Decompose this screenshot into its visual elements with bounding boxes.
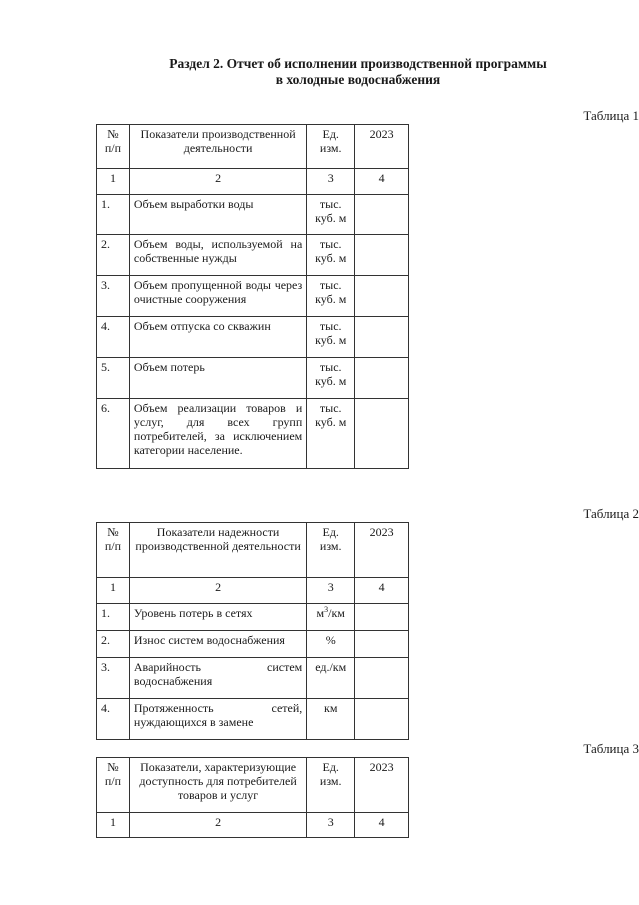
row-num: 2.	[97, 235, 130, 276]
row-value	[355, 317, 409, 358]
table-3-caption: Таблица 3	[583, 741, 639, 756]
row-num: 4.	[97, 317, 130, 358]
row-num: 4.	[97, 699, 130, 740]
column-number: 1	[97, 169, 130, 195]
row-indicator: Объем потерь	[129, 358, 306, 399]
row-unit: км	[307, 699, 355, 740]
row-indicator: Объем реализации товаров и услуг, для всех групп потребителей, за исключением категории население.	[129, 399, 306, 469]
row-unit: тыс. куб. м	[307, 195, 355, 235]
table-row	[97, 276, 409, 317]
row-num: 2.	[97, 631, 130, 658]
reliability-indicators-table	[96, 522, 409, 740]
row-num: 5.	[97, 358, 130, 399]
table-row	[97, 631, 409, 658]
header-unit: Ед. изм.	[307, 125, 355, 169]
column-number-row	[97, 578, 409, 604]
section-heading-line-2: в холодные водоснабжения	[275, 72, 441, 87]
row-indicator: Протяженность сетей, нуждающихся в замене	[129, 699, 306, 740]
header-year: 2023	[355, 758, 409, 813]
row-unit: %	[307, 631, 355, 658]
row-value	[355, 358, 409, 399]
column-number: 2	[129, 578, 306, 604]
row-value	[355, 604, 409, 631]
column-number-row	[97, 169, 409, 195]
column-number: 3	[307, 578, 355, 604]
row-num: 1.	[97, 195, 130, 235]
row-unit: тыс. куб. м	[307, 276, 355, 317]
section-heading	[0, 56, 639, 88]
column-number: 4	[355, 813, 409, 838]
column-number: 4	[355, 578, 409, 604]
row-value	[355, 399, 409, 469]
table-row	[97, 195, 409, 235]
table-1-caption: Таблица 1	[583, 108, 639, 123]
column-number: 4	[355, 169, 409, 195]
column-number: 2	[129, 813, 306, 838]
header-indicator: Показатели, характеризующие доступность для потребителей товаров и услуг	[129, 758, 306, 813]
header-num: № п/п	[97, 523, 130, 578]
unit-tail: /км	[328, 606, 345, 620]
row-value	[355, 699, 409, 740]
column-number: 2	[129, 169, 306, 195]
column-number: 1	[97, 813, 130, 838]
row-unit	[307, 604, 355, 631]
row-indicator: Износ систем водоснабжения	[129, 631, 306, 658]
header-indicator: Показатели производственной деятельности	[129, 125, 306, 169]
row-value	[355, 631, 409, 658]
row-num: 3.	[97, 276, 130, 317]
header-unit: Ед. изм.	[307, 758, 355, 813]
column-number: 3	[307, 813, 355, 838]
table-row	[97, 399, 409, 469]
header-indicator: Показатели надежности производственной деятельности	[129, 523, 306, 578]
accessibility-indicators-table	[96, 757, 409, 838]
unit-base: м	[316, 606, 325, 620]
row-indicator: Уровень потерь в сетях	[129, 604, 306, 631]
header-year: 2023	[355, 523, 409, 578]
row-value	[355, 276, 409, 317]
row-indicator: Объем выработки воды	[129, 195, 306, 235]
table-row	[97, 235, 409, 276]
row-num: 1.	[97, 604, 130, 631]
row-unit: тыс. куб. м	[307, 399, 355, 469]
header-year: 2023	[355, 125, 409, 169]
header-unit: Ед. изм.	[307, 523, 355, 578]
header-num: № п/п	[97, 125, 130, 169]
table-row	[97, 604, 409, 631]
column-number: 1	[97, 578, 130, 604]
row-value	[355, 235, 409, 276]
row-indicator: Аварийность систем водоснабжения	[129, 658, 306, 699]
table-row	[97, 358, 409, 399]
table-header-row	[97, 758, 409, 813]
row-num: 6.	[97, 399, 130, 469]
row-unit: тыс. куб. м	[307, 235, 355, 276]
section-heading-line-1: Раздел 2. Отчет об исполнении производственной программы	[169, 56, 547, 71]
row-indicator: Объем отпуска со скважин	[129, 317, 306, 358]
row-value	[355, 195, 409, 235]
row-unit: ед./км	[307, 658, 355, 699]
table-header-row	[97, 523, 409, 578]
table-2-caption: Таблица 2	[583, 506, 639, 521]
column-number: 3	[307, 169, 355, 195]
column-number-row	[97, 813, 409, 838]
header-num: № п/п	[97, 758, 130, 813]
unit-exponent: 3	[324, 605, 329, 614]
row-num: 3.	[97, 658, 130, 699]
row-unit: тыс. куб. м	[307, 358, 355, 399]
production-indicators-table	[96, 124, 409, 469]
table-row	[97, 317, 409, 358]
table-row	[97, 658, 409, 699]
row-unit: тыс. куб. м	[307, 317, 355, 358]
row-indicator: Объем воды, используемой на собственные нужды	[129, 235, 306, 276]
table-row	[97, 699, 409, 740]
table-header-row	[97, 125, 409, 169]
row-indicator: Объем пропущенной воды через очистные сооружения	[129, 276, 306, 317]
row-value	[355, 658, 409, 699]
